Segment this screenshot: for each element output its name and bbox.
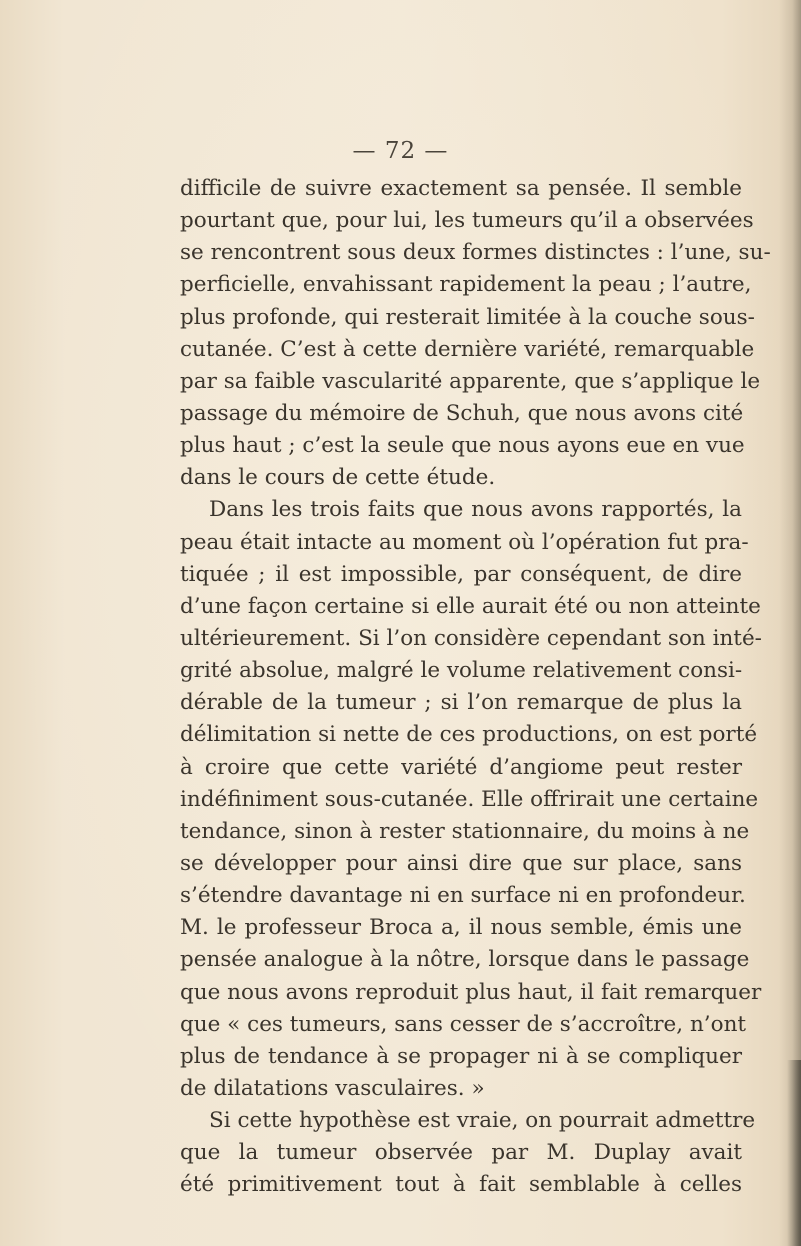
text-line: pourtant que, pour lui, les tumeurs qu’il a observées xyxy=(180,208,754,234)
text-line: perficielle, envahissant rapidement la peau ; l’autre, xyxy=(180,272,752,298)
text-line: que nous avons reproduit plus haut, il fait remarquer xyxy=(180,979,762,1005)
text-line: peau était intacte au moment où l’opération fut pra- xyxy=(180,529,749,555)
text-line: de dilatations vasculaires. » xyxy=(180,1075,485,1101)
text-line: Si cette hypothèse est vraie, on pourrait admettre xyxy=(209,1108,756,1134)
text-line: à croire que cette variété d’angiome peut rester xyxy=(180,754,742,780)
page-number: — 72 — xyxy=(352,138,449,164)
text-line: par sa faible vascularité apparente, que s’applique le xyxy=(180,368,761,394)
text-line: dans le cours de cette étude. xyxy=(180,465,496,491)
body-text xyxy=(180,173,771,1202)
text-line: dérable de la tumeur ; si l’on remarque de plus la xyxy=(180,690,742,716)
text-line: grité absolue, malgré le volume relativement consi- xyxy=(180,658,743,684)
text-line: plus haut ; c’est la seule que nous ayons eue en vue xyxy=(180,433,745,459)
text-line: se développer pour ainsi dire que sur place, sans xyxy=(180,850,742,876)
text-line: s’étendre davantage ni en surface ni en profondeur. xyxy=(180,883,746,909)
text-line: d’une façon certaine si elle aurait été ou non atteinte xyxy=(180,593,761,619)
text-line: indéfiniment sous-cutanée. Elle offrirait une certaine xyxy=(180,786,759,812)
text-line: pensée analogue à la nôtre, lorsque dans le passage xyxy=(180,947,750,973)
text-line: Dans les trois faits que nous avons rapportés, la xyxy=(209,497,742,523)
text-line: délimitation si nette de ces productions, on est porté xyxy=(180,722,758,748)
text-line: plus profonde, qui resterait limitée à la couche sous- xyxy=(180,304,755,330)
text-line: été primitivement tout à fait semblable à celles xyxy=(180,1172,742,1198)
text-line: que « ces tumeurs, sans cesser de s’accroître, n’ont xyxy=(180,1011,747,1037)
text-line: se rencontrent sous deux formes distinctes : l’une, su- xyxy=(180,240,771,266)
text-line: cutanée. C’est à cette dernière variété, remarquable xyxy=(180,336,755,362)
text-line: tendance, sinon à rester stationnaire, du moins à ne xyxy=(180,818,750,844)
text-line: plus de tendance à se propager ni à se compliquer xyxy=(180,1043,742,1069)
text-line: tiquée ; il est impossible, par conséquent, de dire xyxy=(180,561,742,587)
text-line: M. le professeur Broca a, il nous semble, émis une xyxy=(180,915,742,941)
page-edge-dark xyxy=(787,1060,801,1246)
text-line: ultérieurement. Si l’on considère cependant son inté- xyxy=(180,625,762,651)
text-line: passage du mémoire de Schuh, que nous avons cité xyxy=(180,400,744,426)
text-line: difficile de suivre exactement sa pensée. Il semble xyxy=(180,176,742,201)
text-line: que la tumeur observée par M. Duplay avait xyxy=(180,1140,742,1166)
